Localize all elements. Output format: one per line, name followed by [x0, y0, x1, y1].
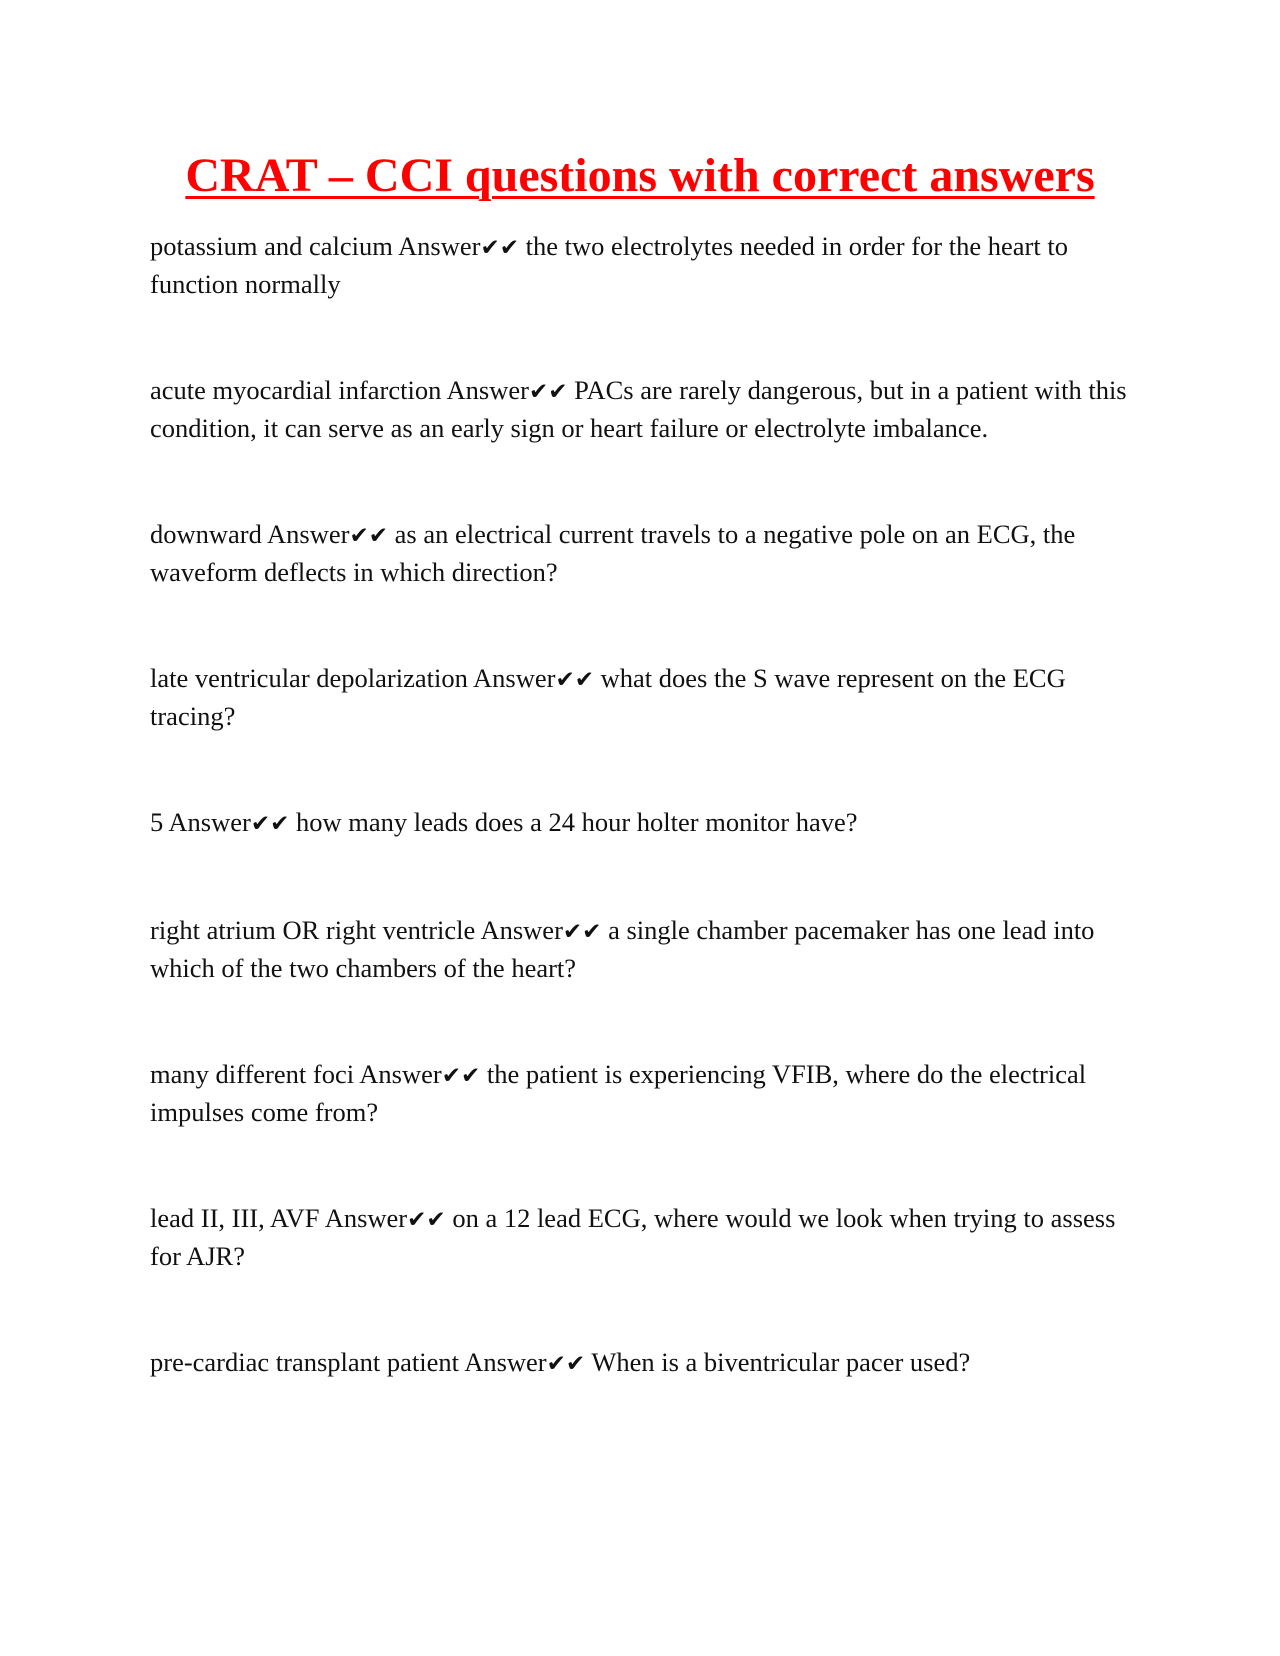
qa-question: on a 12 lead ECG, where would we look when trying to assess for AJR? — [150, 1203, 1116, 1271]
qa-answer: downward — [150, 519, 262, 549]
qa-question: what does the S wave represent on the ECG tracing? — [150, 663, 1066, 731]
answer-label: Answer — [398, 231, 481, 261]
check-marks-icon: ✔✔ — [555, 667, 595, 693]
document-title: CRAT – CCI questions with correct answers — [185, 149, 1095, 202]
qa-item — [150, 372, 1130, 446]
qa-answer: pre-cardiac transplant patient — [150, 1347, 460, 1377]
qa-item — [150, 516, 1130, 590]
qa-item — [150, 804, 1130, 842]
qa-item — [150, 228, 1130, 302]
qa-question: PACs are rarely dangerous, but in a patient with this condition, it can serve as an early sign or heart failure or electrolyte imbalance. — [150, 375, 1127, 443]
qa-question: as an electrical current travels to a negative pole on an ECG, the waveform deflects in which direction? — [150, 519, 1076, 587]
qa-item — [150, 660, 1130, 734]
qa-item — [150, 912, 1130, 986]
answer-label: Answer — [464, 1347, 547, 1377]
qa-answer: 5 — [150, 807, 164, 837]
check-marks-icon: ✔✔ — [250, 811, 290, 837]
qa-answer: potassium and calcium — [150, 231, 393, 261]
qa-answer: many different foci — [150, 1059, 355, 1089]
check-marks-icon: ✔✔ — [480, 235, 520, 261]
qa-list — [150, 228, 1130, 1382]
check-marks-icon: ✔✔ — [528, 379, 568, 405]
answer-label: Answer — [359, 1059, 442, 1089]
answer-label: Answer — [267, 519, 350, 549]
qa-item — [150, 1344, 1130, 1382]
qa-question: the patient is experiencing VFIB, where do the electrical impulses come from? — [150, 1059, 1087, 1127]
qa-question: When is a biventricular pacer used? — [591, 1347, 971, 1377]
answer-label: Answer — [480, 915, 563, 945]
qa-answer: right atrium OR right ventricle — [150, 915, 476, 945]
answer-label: Answer — [473, 663, 556, 693]
qa-answer: late ventricular depolarization — [150, 663, 468, 693]
qa-answer: lead II, III, AVF — [150, 1203, 320, 1233]
qa-question: a single chamber pacemaker has one lead into which of the two chambers of the heart? — [150, 915, 1095, 983]
answer-label: Answer — [446, 375, 529, 405]
qa-question: how many leads does a 24 hour holter monitor have? — [296, 807, 858, 837]
qa-answer: acute myocardial infarction — [150, 375, 442, 405]
check-marks-icon: ✔✔ — [407, 1207, 446, 1233]
check-marks-icon: ✔✔ — [562, 919, 602, 945]
answer-label: Answer — [324, 1203, 408, 1233]
check-marks-icon: ✔✔ — [349, 523, 389, 549]
qa-question: the two electrolytes needed in order for the heart to function normally — [150, 231, 1068, 299]
check-marks-icon: ✔✔ — [441, 1063, 481, 1089]
qa-item — [150, 1200, 1130, 1274]
answer-label: Answer — [168, 807, 251, 837]
check-marks-icon: ✔✔ — [546, 1351, 586, 1377]
qa-item — [150, 1056, 1130, 1130]
